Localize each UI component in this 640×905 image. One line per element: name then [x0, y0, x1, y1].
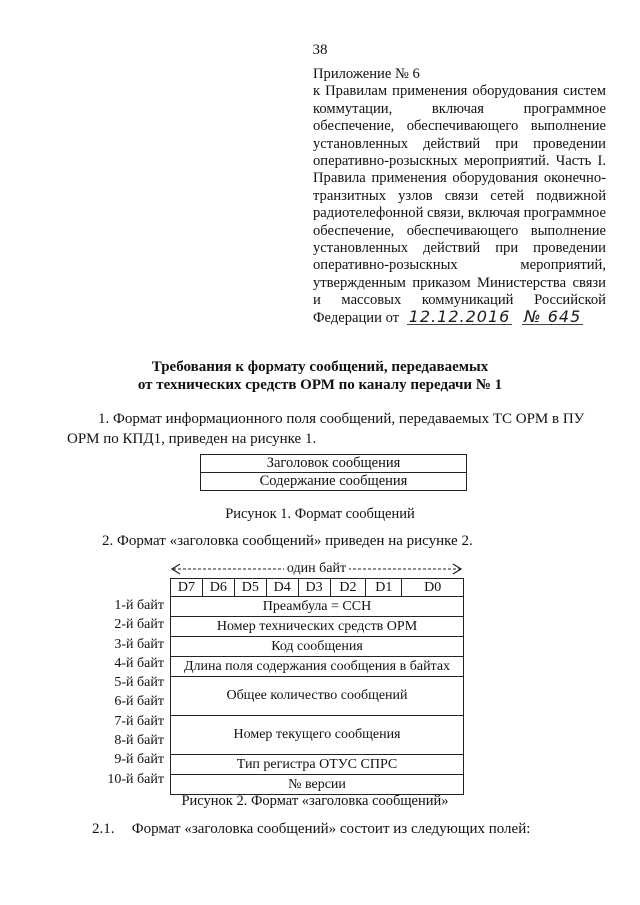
paragraph-1-line-2: ОРМ по КПД1, приведен на рисунке 1. — [67, 431, 317, 447]
appendix-line: утвержденным приказом Министерства связи — [313, 274, 606, 291]
message-header-cell: Заголовок сообщения — [201, 455, 467, 473]
page-number: 38 — [312, 42, 328, 58]
bit-cell: D0 — [402, 579, 464, 597]
bit-cell: D6 — [202, 579, 234, 597]
figure-1-caption: Рисунок 1. Формат сообщений — [225, 506, 415, 522]
appendix-line: оперативно-розыскных мероприятий, — [313, 257, 606, 274]
byte-label: 4-й байт — [114, 655, 164, 671]
register-type-field: Тип регистра ОТУС СПРС — [171, 755, 464, 775]
message-content-cell: Содержание сообщения — [201, 473, 467, 491]
appendix-header — [313, 66, 606, 328]
byte-label: 9-й байт — [114, 752, 164, 768]
byte-labels — [92, 596, 164, 789]
byte-label: 10-й байт — [107, 771, 164, 787]
byte-label: 7-й байт — [114, 713, 164, 729]
appendix-line: установленных действий при проведении — [313, 239, 606, 256]
paragraph-3-text: Формат «заголовка сообщений» состоит из следующих полей: — [131, 821, 531, 837]
bit-cell: D4 — [266, 579, 298, 597]
appendix-line: Правила применения оборудования оконечно- — [313, 170, 606, 187]
appendix-line: коммутации, включая программное — [313, 100, 606, 117]
figure-2-table — [170, 578, 464, 795]
bit-cell: D3 — [298, 579, 330, 597]
appendix-line: радиотелефонной связи, включая программное — [313, 205, 606, 222]
title-line: Требования к формату сообщений, передаваемых — [151, 359, 489, 375]
preamble-field: Преамбула = ССН — [171, 597, 464, 617]
version-field: № версии — [171, 775, 464, 795]
appendix-line: обеспечение, обеспечивающего выполнение — [313, 118, 606, 135]
section-title — [0, 358, 640, 394]
byte-label: 8-й байт — [114, 733, 164, 749]
byte-label: 5-й байт — [114, 675, 164, 691]
figure-2-caption: Рисунок 2. Формат «заголовка сообщений» — [181, 793, 449, 809]
appendix-line: обеспечение, обеспечивающего выполнение — [313, 222, 606, 239]
signature-line — [313, 309, 606, 327]
byte-label: 2-й байт — [114, 617, 164, 633]
appendix-line: оперативно-розыскных мероприятий. Часть I. — [313, 152, 606, 169]
byte-label: 6-й байт — [114, 694, 164, 710]
appendix-heading: Приложение № 6 — [313, 66, 420, 82]
paragraph-1-line-1: 1. Формат информационного поля сообщений, передаваемых ТС ОРМ в ПУ — [98, 411, 585, 427]
appendix-line: к Правилам применения оборудования систем — [313, 83, 606, 100]
tech-number-field: Номер технических средств ОРМ — [171, 617, 464, 637]
appendix-line: установленных действий при проведении — [313, 135, 606, 152]
bit-cell: D5 — [234, 579, 266, 597]
appendix-line: и массовых коммуникаций Российской — [313, 292, 606, 309]
appendix-line: транзитных узлов связи сетей подвижной — [313, 187, 606, 204]
content-length-field: Длина поля содержания сообщения в байтах — [171, 657, 464, 677]
current-message-field: Номер текущего сообщения — [171, 716, 464, 755]
byte-label: 1-й байт — [114, 598, 164, 613]
byte-label: 3-й байт — [114, 636, 164, 652]
figure-1-table — [200, 454, 467, 491]
paragraph-3-number: 2.1. — [92, 821, 115, 837]
bit-cell: D2 — [330, 579, 366, 597]
paragraph-2: 2. Формат «заголовка сообщений» приведен на рисунке 2. — [102, 533, 473, 549]
one-byte-arrow — [170, 561, 463, 577]
handwritten-date: 12.12.2016 — [408, 307, 511, 327]
message-code-field: Код сообщения — [171, 637, 464, 657]
paragraph-3 — [92, 819, 612, 839]
total-messages-field: Общее количество сообщений — [171, 677, 464, 716]
bit-cell: D1 — [366, 579, 402, 597]
arrow-label: один байт — [284, 561, 349, 576]
signature-prefix: Федерации от — [313, 310, 400, 327]
title-line: от технических средств ОРМ по каналу передачи № 1 — [137, 377, 503, 393]
bit-cell: D7 — [171, 579, 203, 597]
handwritten-number: № 645 — [523, 307, 582, 327]
